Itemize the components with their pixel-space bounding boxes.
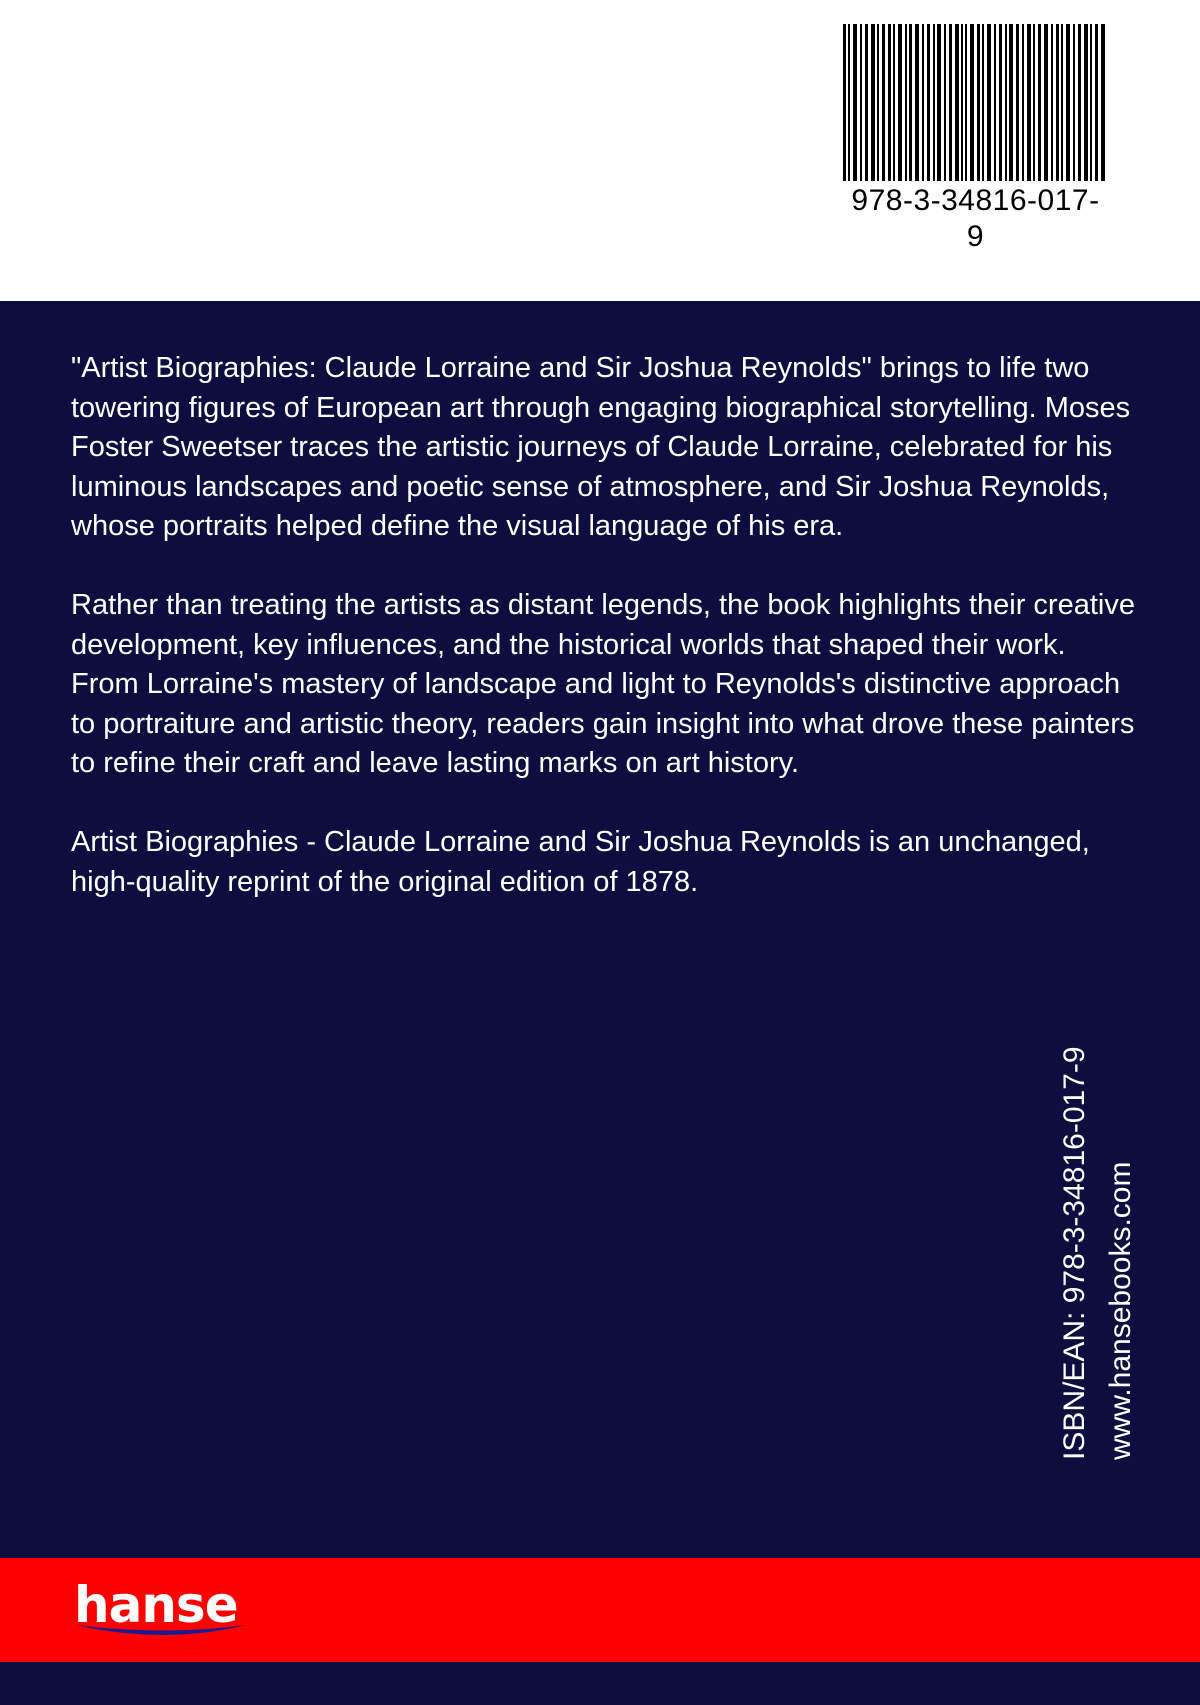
barcode-bar [853, 24, 857, 181]
barcode-bar [965, 24, 967, 181]
logo-wordmark: hanse [74, 1576, 238, 1634]
barcode-bar [877, 24, 879, 181]
barcode-bar [1061, 24, 1063, 181]
barcode-bar [905, 24, 907, 181]
barcode-bar [961, 24, 963, 181]
barcode-bar [893, 24, 895, 181]
isbn-ean-label: ISBN/EAN: 978-3-34816-017-9 [1058, 1046, 1091, 1460]
barcode-bar [1051, 24, 1053, 181]
barcode [843, 24, 1108, 181]
top-white-band [0, 0, 1200, 301]
barcode-bar [1022, 24, 1024, 181]
barcode-bar [970, 24, 974, 181]
barcode-number: 978-3-34816-017-9 [851, 184, 1100, 253]
barcode-bar [955, 24, 959, 181]
description-paragraph-2: Rather than treating the artists as distant legends, the book highlights their creative development, key influences, and the historical worlds that shaped their work. From Lorraine's mastery of landscape and light to Reynolds's distinctive approach to portraiture and artistic theory, readers gain insight into what drove these painters to refine their craft and leave lasting marks on art history. [71, 589, 1135, 779]
barcode-bar [898, 24, 902, 181]
barcode-bar [865, 24, 868, 181]
barcode-bar [1066, 24, 1070, 181]
book-description [71, 349, 1141, 942]
barcode-bar [1084, 24, 1088, 181]
barcode-bar [882, 24, 885, 181]
barcode-bar [1101, 24, 1105, 181]
barcode-bar [909, 24, 912, 181]
barcode-block [843, 24, 1108, 255]
barcode-bar [860, 24, 862, 181]
barcode-bar [982, 24, 984, 181]
barcode-bar [999, 24, 1002, 181]
barcode-bar [848, 24, 850, 181]
barcode-bar [937, 24, 941, 181]
barcode-bar [1033, 24, 1035, 181]
barcode-bar [1044, 24, 1048, 181]
barcode-bar [843, 24, 846, 181]
barcode-bar [977, 24, 980, 181]
barcode-bar [994, 24, 996, 181]
description-paragraph-1: "Artist Biographies: Claude Lorraine and Sir Joshua Reynolds" brings to life two towering figures of European art through engaging biographical storytelling. Moses Foster Sweetser traces the artistic journeys of Claude Lorraine, celebrated for his luminous landscapes and poetic sense of atmosphere, and Sir Joshua Reynolds, whose portraits helped define the visual language of his era. [71, 352, 1131, 542]
barcode-bar [922, 24, 924, 181]
barcode-bar [987, 24, 991, 181]
barcode-bar [915, 24, 919, 181]
barcode-bar [927, 24, 930, 181]
barcode-bar [1095, 24, 1098, 181]
publisher-website: www.hansebooks.com [1104, 1161, 1137, 1460]
barcode-bar [949, 24, 952, 181]
barcode-bar [933, 24, 935, 181]
barcode-bar [1056, 24, 1059, 181]
barcode-bar [1027, 24, 1031, 181]
barcode-bar [1016, 24, 1019, 181]
barcode-bar [1038, 24, 1041, 181]
barcode-bar [888, 24, 891, 181]
barcode-bar [944, 24, 946, 181]
barcode-bar [1005, 24, 1007, 181]
barcode-bar [1078, 24, 1081, 181]
barcode-bar [1009, 24, 1013, 181]
reprint-note: Artist Biographies - Claude Lorraine and Sir Joshua Reynolds is an unchanged, high-quality reprint of the original edition of 1878. [71, 826, 1090, 898]
hanse-logo [74, 1577, 254, 1647]
vertical-publisher-info [1052, 1046, 1144, 1460]
barcode-bar [1090, 24, 1092, 181]
barcode-bar [871, 24, 875, 181]
barcode-bar [1073, 24, 1075, 181]
